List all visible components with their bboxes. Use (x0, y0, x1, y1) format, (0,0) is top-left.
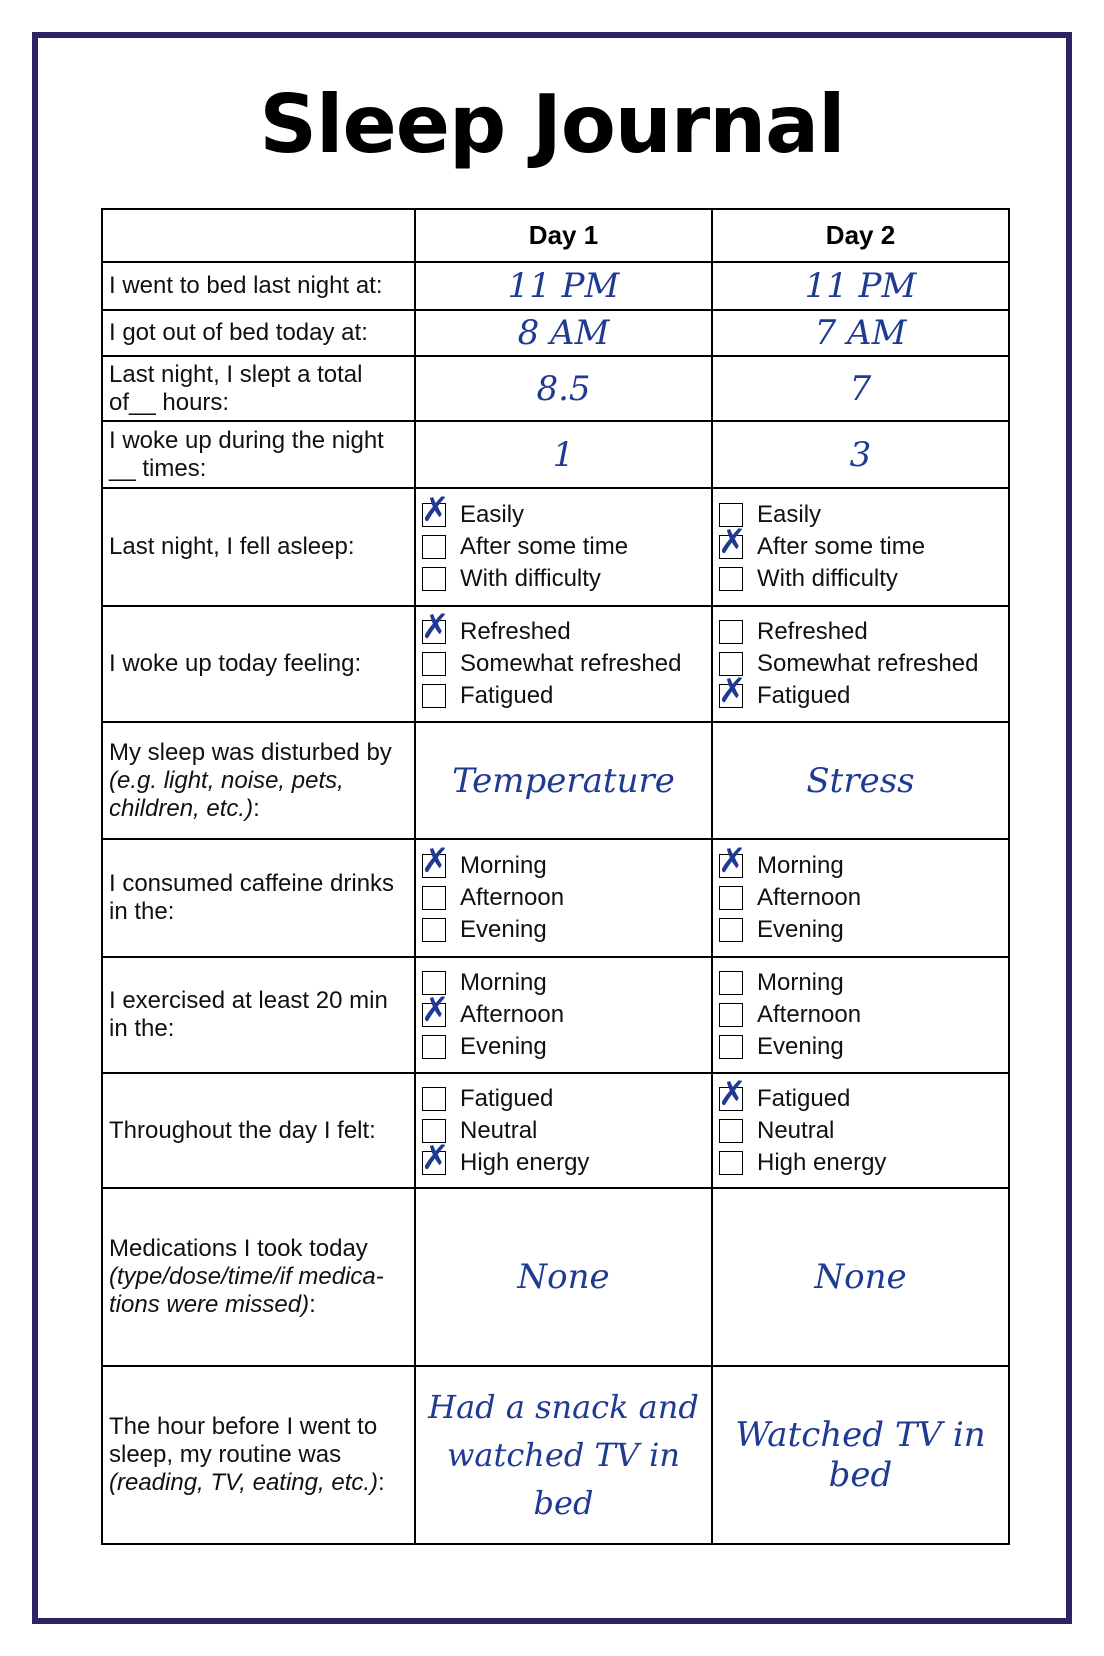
handwritten-entry[interactable]: Temperature (415, 722, 712, 839)
row-label: Medications I took today (type/dose/time/if medica-tions were missed): (102, 1188, 415, 1366)
checkbox-option[interactable]: Somewhat refreshed (422, 648, 705, 680)
checkbox-group (415, 957, 712, 1073)
checkbox-group (415, 606, 712, 722)
checkbox-option[interactable]: ✗ Afternoon (422, 999, 705, 1031)
handwritten-entry[interactable]: 7 (712, 356, 1009, 421)
checkbox-icon[interactable] (422, 854, 446, 878)
row-label: I woke up today feeling: (102, 606, 415, 722)
row-label: My sleep was disturbed by (e.g. light, noise, pets, children, etc.): (102, 722, 415, 839)
checkbox-option[interactable]: Neutral (719, 1115, 1002, 1147)
table-row (102, 1188, 1009, 1366)
row-label: The hour before I went to sleep, my routine was (reading, TV, eating, etc.): (102, 1366, 415, 1544)
table-row (102, 1073, 1009, 1188)
table-row (102, 722, 1009, 839)
checkbox-option[interactable]: ✗ Easily (422, 499, 705, 531)
row-label: I consumed caffeine drinks in the: (102, 839, 415, 957)
handwritten-entry[interactable]: None (415, 1188, 712, 1366)
checkbox-icon[interactable] (422, 535, 446, 559)
checkbox-option[interactable]: With difficulty (422, 563, 705, 595)
checkbox-option[interactable]: ✗ Morning (719, 850, 1002, 882)
checkbox-icon[interactable] (422, 1087, 446, 1111)
checkbox-option[interactable]: Refreshed (719, 616, 1002, 648)
checkbox-icon[interactable] (719, 567, 743, 591)
table-row (102, 310, 1009, 356)
checkbox-option[interactable]: Fatigued (422, 680, 705, 712)
checkbox-group (415, 488, 712, 606)
header-day-2: Day 2 (712, 209, 1009, 262)
checkbox-icon[interactable] (422, 503, 446, 527)
checkbox-icon[interactable] (719, 535, 743, 559)
table-row (102, 356, 1009, 421)
checkbox-option[interactable]: Fatigued (422, 1083, 705, 1115)
handwritten-entry[interactable]: 8 AM (415, 310, 712, 356)
handwritten-entry[interactable]: 3 (712, 421, 1009, 488)
checkbox-option[interactable]: Easily (719, 499, 1002, 531)
checkbox-icon[interactable] (719, 1003, 743, 1027)
checkbox-option[interactable]: Morning (719, 967, 1002, 999)
checkbox-icon[interactable] (719, 620, 743, 644)
handwritten-entry[interactable]: 11 PM (712, 262, 1009, 310)
checkbox-option[interactable]: With difficulty (719, 563, 1002, 595)
checkbox-group (415, 839, 712, 957)
handwritten-entry[interactable]: 7 AM (712, 310, 1009, 356)
handwritten-entry[interactable]: 1 (415, 421, 712, 488)
sleep-journal-table (101, 208, 1010, 1545)
header-empty (102, 209, 415, 262)
checkbox-icon[interactable] (719, 918, 743, 942)
checkbox-option[interactable]: ✗ After some time (719, 531, 1002, 563)
row-label: Last night, I fell asleep: (102, 488, 415, 606)
checkbox-option[interactable]: Evening (422, 914, 705, 946)
checkbox-icon[interactable] (719, 1119, 743, 1143)
checkbox-option[interactable]: ✗ Refreshed (422, 616, 705, 648)
checkbox-icon[interactable] (422, 684, 446, 708)
checkbox-icon[interactable] (422, 886, 446, 910)
row-label: Last night, I slept a total of__ hours: (102, 356, 415, 421)
checkbox-icon[interactable] (719, 854, 743, 878)
checkbox-option[interactable]: Afternoon (422, 882, 705, 914)
table-row (102, 839, 1009, 957)
checkbox-option[interactable]: Evening (719, 1031, 1002, 1063)
checkbox-group (712, 839, 1009, 957)
checkbox-icon[interactable] (422, 1003, 446, 1027)
handwritten-entry[interactable]: 8.5 (415, 356, 712, 421)
checkbox-icon[interactable] (422, 620, 446, 644)
row-label: I got out of bed today at: (102, 310, 415, 356)
checkbox-icon[interactable] (422, 652, 446, 676)
row-label: I exercised at least 20 min in the: (102, 957, 415, 1073)
checkbox-option[interactable]: After some time (422, 531, 705, 563)
checkbox-group (712, 957, 1009, 1073)
table-row (102, 606, 1009, 722)
checkbox-icon[interactable] (719, 971, 743, 995)
checkbox-icon[interactable] (719, 1151, 743, 1175)
checkbox-icon[interactable] (719, 886, 743, 910)
checkbox-option[interactable]: ✗ Fatigued (719, 680, 1002, 712)
checkbox-option[interactable]: Evening (422, 1031, 705, 1063)
checkbox-option[interactable]: Evening (719, 914, 1002, 946)
table-row (102, 421, 1009, 488)
checkbox-option[interactable]: Morning (422, 967, 705, 999)
row-label: I went to bed last night at: (102, 262, 415, 310)
checkbox-option[interactable]: ✗ Fatigued (719, 1083, 1002, 1115)
checkbox-icon[interactable] (422, 1151, 446, 1175)
checkbox-icon[interactable] (422, 1035, 446, 1059)
page-title: Sleep Journal (259, 78, 845, 171)
table-row (102, 957, 1009, 1073)
checkbox-option[interactable]: Afternoon (719, 999, 1002, 1031)
handwritten-entry[interactable]: Stress (712, 722, 1009, 839)
checkbox-option[interactable]: ✗ Morning (422, 850, 705, 882)
checkbox-group (415, 1073, 712, 1188)
handwritten-entry[interactable]: None (712, 1188, 1009, 1366)
table-row (102, 1366, 1009, 1544)
checkbox-icon[interactable] (719, 684, 743, 708)
checkbox-option[interactable]: ✗ High energy (422, 1147, 705, 1179)
checkbox-option[interactable]: Afternoon (719, 882, 1002, 914)
checkbox-icon[interactable] (422, 918, 446, 942)
checkbox-option[interactable]: Neutral (422, 1115, 705, 1147)
table-row (102, 488, 1009, 606)
table-row (102, 262, 1009, 310)
checkbox-icon[interactable] (422, 567, 446, 591)
checkbox-option[interactable]: Somewhat refreshed (719, 648, 1002, 680)
checkbox-group (712, 488, 1009, 606)
checkbox-icon[interactable] (719, 1087, 743, 1111)
checkbox-group (712, 606, 1009, 722)
handwritten-entry[interactable]: Watched TV in bed (712, 1366, 1009, 1544)
row-label: Throughout the day I felt: (102, 1073, 415, 1188)
checkbox-option[interactable]: High energy (719, 1147, 1002, 1179)
checkbox-group (712, 1073, 1009, 1188)
row-label: I woke up during the night __ times: (102, 421, 415, 488)
checkbox-icon[interactable] (719, 1035, 743, 1059)
handwritten-entry[interactable]: Had a snack and watched TV in bed (415, 1366, 712, 1544)
handwritten-entry[interactable]: 11 PM (415, 262, 712, 310)
header-day-1: Day 1 (415, 209, 712, 262)
